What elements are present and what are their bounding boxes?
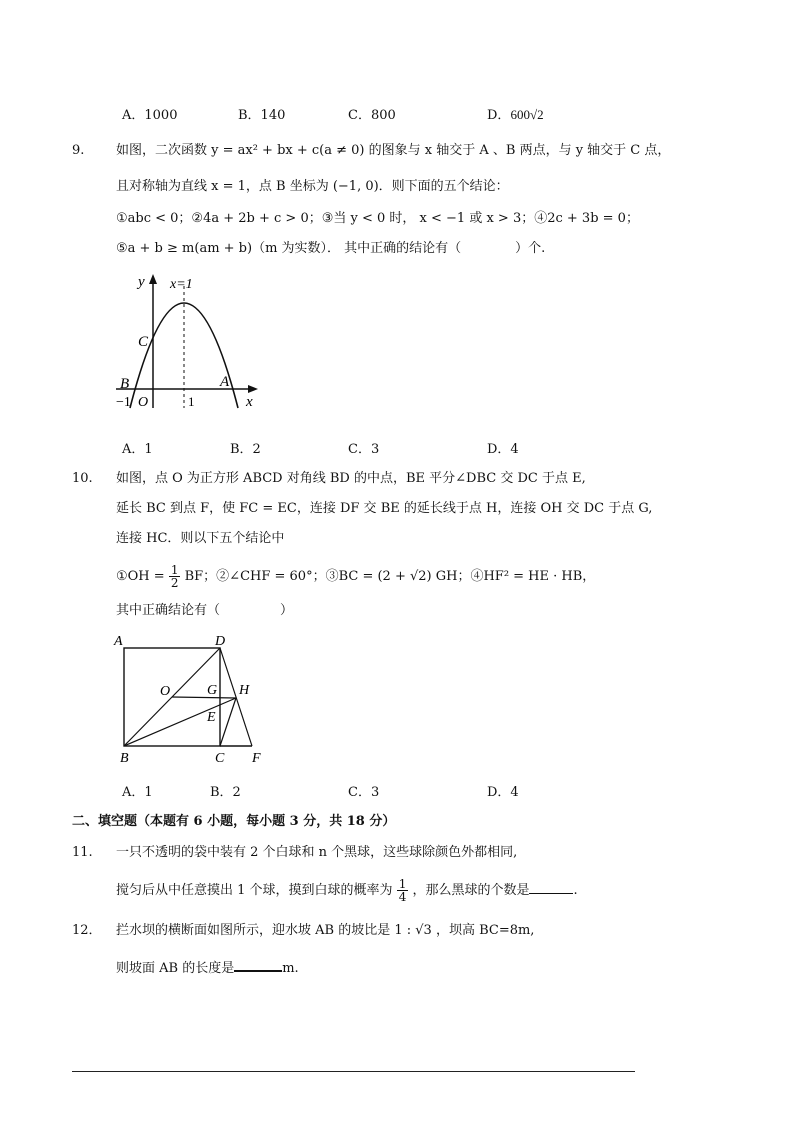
q8-option-b: B．140 <box>238 108 286 123</box>
q10-line-5-text: 其中正确结论有（ <box>116 603 221 618</box>
q9-origin-label: O <box>138 395 149 410</box>
q9-option-c: C．3 <box>348 442 380 457</box>
q11-line-2-end: . <box>573 883 578 898</box>
q8-option-d-prefix: D． <box>487 108 511 123</box>
q10-fraction-num: 1 <box>170 563 179 577</box>
q12-line-2-end: m. <box>282 961 299 976</box>
q10-segment-hc <box>220 698 236 746</box>
q9-point-b-label: B <box>120 376 130 392</box>
q11-number: 11. <box>72 845 93 860</box>
q9-number: 9. <box>72 143 85 158</box>
q9-x-arrow <box>248 385 258 393</box>
q9-line-4 <box>116 240 545 258</box>
q10-label-h: H <box>239 683 250 698</box>
q9-x-label: x <box>246 394 253 410</box>
q10-label-b: B <box>120 751 129 766</box>
q10-line-5-end: ） <box>280 603 294 618</box>
q10-option-b: B．2 <box>210 785 241 800</box>
q11-line-2-mid: ，那么黑球的个数是 <box>412 883 530 898</box>
q9-option-b: B．2 <box>230 442 261 457</box>
q10-segment-oh <box>172 697 236 698</box>
section-fill-in-heading: 二、填空题（本题有 6 小题，每小题 3 分，共 18 分） <box>72 814 396 829</box>
q9-option-a: A．1 <box>122 442 153 457</box>
q10-line-4 <box>116 564 595 589</box>
q9-parabola-graph <box>110 268 270 418</box>
q10-line-2: 延长 BC 到点 F，使 FC = EC，连接 DF 交 BE 的延长线于点 H，连接 OH 交 DC 于点 G, <box>116 501 653 516</box>
q9-y-label: y <box>138 274 145 290</box>
q9-line-1: 如图，二次函数 y = ax² + bx + c(a ≠ 0) 的图象与 x 轴交于 A 、B 两点，与 y 轴交于 C 点， <box>116 143 671 158</box>
q10-label-c: C <box>215 751 225 766</box>
q9-neg1-label: −1 <box>116 395 131 410</box>
q9-line-4-end: ）个. <box>515 241 546 256</box>
q10-option-c: C．3 <box>348 785 380 800</box>
q10-label-g: G <box>207 683 218 698</box>
q10-line-3: 连接 HC．则以下五个结论中 <box>116 531 285 546</box>
q9-line-4-text: ⑤a + b ≥ m(am + b)（m 为实数）． 其中正确的结论有（ <box>116 241 462 256</box>
q11-fraction-num: 1 <box>398 877 407 891</box>
q10-label-o: O <box>160 684 171 699</box>
q11-fraction-den: 4 <box>398 890 407 904</box>
q10-conclusion-1: ①OH = <box>116 569 165 584</box>
q9-y-arrow <box>149 274 157 284</box>
q10-fraction-den: 2 <box>170 576 179 590</box>
q10-option-d: D．4 <box>487 785 519 800</box>
q12-line-2 <box>116 958 299 978</box>
q12-number: 12． <box>72 923 102 938</box>
q10-number: 10. <box>72 471 93 486</box>
q12-answer-blank[interactable] <box>234 958 282 972</box>
q12-line-1: 拦水坝的横断面如图所示，迎水坡 AB 的坡比是 1 : √3 ，坝高 BC=8m, <box>116 923 535 938</box>
q8-option-c: C．800 <box>348 108 396 123</box>
q10-option-a: A．1 <box>122 785 153 800</box>
q10-line-5 <box>116 602 293 620</box>
q10-label-e: E <box>207 710 216 725</box>
q11-fraction-quarter <box>397 878 409 903</box>
q9-option-d: D．4 <box>487 442 519 457</box>
q11-line-2-text: 搅匀后从中任意摸出 1 个球，摸到白球的概率为 <box>116 883 393 898</box>
q9-point-a-label: A <box>220 374 230 390</box>
q8-option-a: A．1000 <box>122 108 178 123</box>
q11-line-2 <box>116 878 578 903</box>
q9-line-2: 且对称轴为直线 x = 1，点 B 坐标为 (−1, 0)．则下面的五个结论： <box>116 179 509 194</box>
q10-label-d: D <box>215 634 226 649</box>
q10-segment-bh <box>124 698 236 746</box>
q8-option-d-value: 600√2 <box>510 107 544 122</box>
q10-line-1: 如图，点 O 为正方形 ABCD 对角线 BD 的中点，BE 平分∠DBC 交 DC 于点 E, <box>116 471 586 486</box>
q10-label-f: F <box>252 751 261 766</box>
q9-symmetry-label: x=1 <box>170 277 193 292</box>
footer-divider <box>72 1071 635 1072</box>
q10-label-a: A <box>114 634 123 649</box>
q12-line-2-text: 则坡面 AB 的长度是 <box>116 961 235 976</box>
q11-line-1: 一只不透明的袋中装有 2 个白球和 n 个黑球，这些球除颜色外都相同, <box>116 845 518 860</box>
q10-fraction-half <box>169 564 181 589</box>
q10-square-figure <box>112 628 272 768</box>
q9-one-label: 1 <box>188 394 195 409</box>
q8-option-d <box>487 104 544 123</box>
q9-point-c-label: C <box>138 334 149 350</box>
q11-answer-blank[interactable] <box>529 881 573 894</box>
q9-line-3: ①abc < 0；②4a + 2b + c > 0；③当 y < 0 时， x < −1 或 x > 3；④2c + 3b = 0； <box>116 211 639 226</box>
q10-conclusions-rest: BF；②∠CHF = 60°；③BC = (2 + √2) GH；④HF² = HE · HB， <box>184 569 596 584</box>
